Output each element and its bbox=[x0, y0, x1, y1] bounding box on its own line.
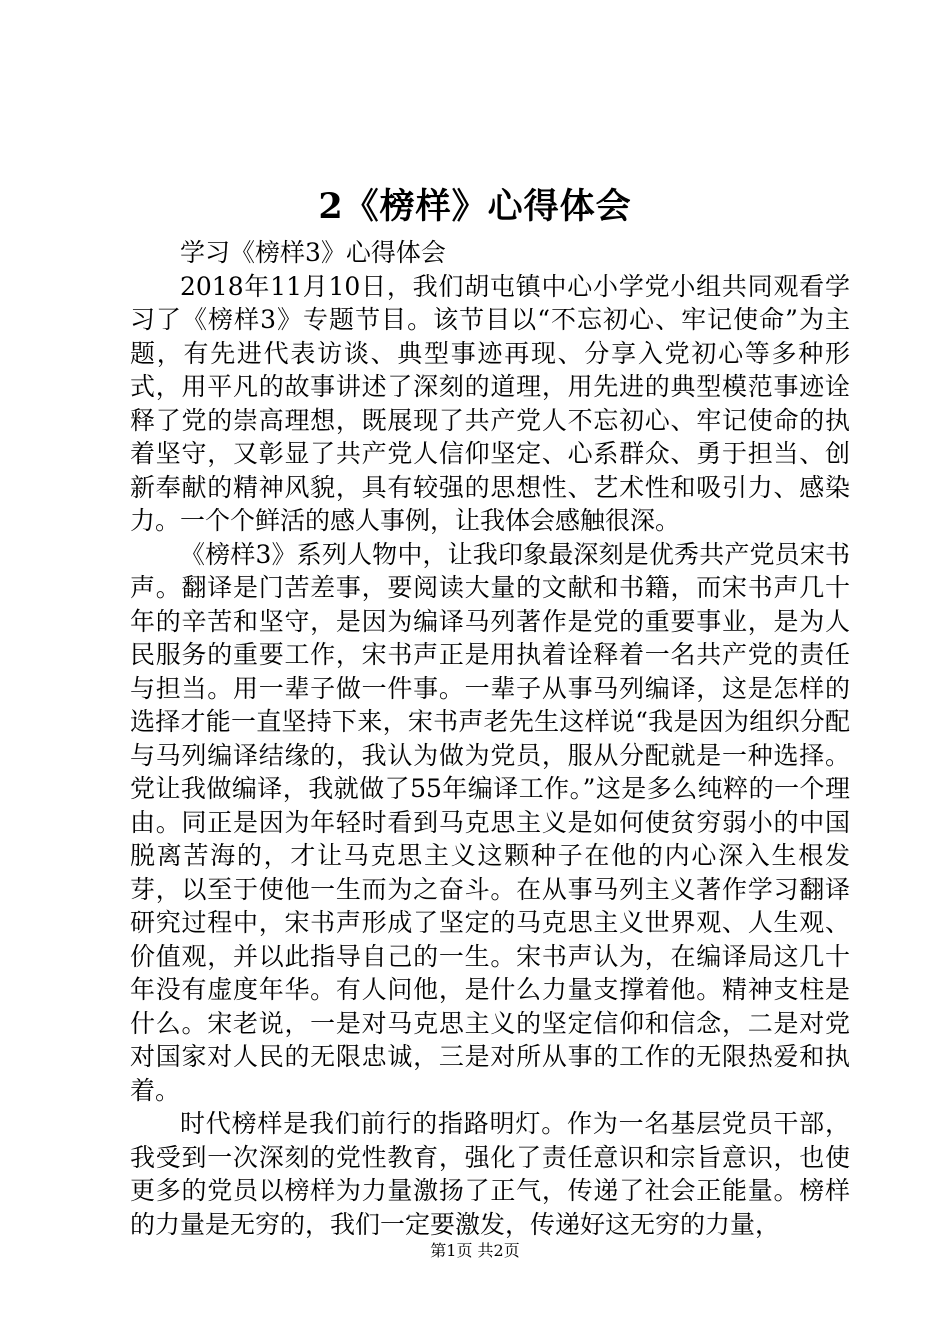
paragraph-3: 时代榜样是我们前行的指路明灯。作为一名基层党员干部，我受到一次深刻的党性教育，强化了责任意识和宗旨意识，也使更多的党员以榜样为力量激扬了正气，传递了社会正能量。榜样的力量是无穷的，我们一定要激发，传递好这无穷的力量， bbox=[130, 1109, 850, 1239]
page-footer: 第1页 共2页 bbox=[430, 1241, 520, 1260]
document-title: 2《榜样》心得体会 bbox=[318, 186, 632, 227]
paragraph-1: 2018年11月10日，我们胡屯镇中心小学党小组共同观看学习了《榜样3》专题节目。该节目以“不忘初心、牢记使命”为主题，有先进代表访谈、典型事迹再现、分享入党初心等多种形式，用平凡的故事讲述了深刻的道理，用先进的典型模范事迹诠释了党的崇高理想，既展现了共产党人不忘初心、牢记使命的执着坚守，又彰显了共产党人信仰坚定、心系群众、勇于担当、创新奉献的精神风貌，具有较强的思想性、艺术性和吸引力、感染力。一个个鲜活的感人事例，让我体会感触很深。 bbox=[130, 271, 850, 535]
document-subtitle: 学习《榜样3》心得体会 bbox=[180, 238, 446, 267]
paragraph-2: 《榜样3》系列人物中，让我印象最深刻是优秀共产党员宋书声。翻译是门苦差事，要阅读大量的文献和书籍，而宋书声几十年的辛苦和坚守，是因为编译马列著作是党的重要事业，是为人民服务的重要工作，宋书声正是用执着诠释着一名共产党的责任与担当。用一辈子做一件事。一辈子从事马列编译，这是怎样的选择才能一直坚持下来，宋书声老先生这样说“我是因为组织分配与马列编译结缘的，我认为做为党员，服从分配就是一种选择。党让我做编译，我就做了55年编译工作。”这是多么纯粹的一个理由。同正是因为年轻时看到马克思主义是如何使贫穷弱小的中国脱离苦海的，才让马克思主义这颗种子在他的内心深入生根发芽，以至于使他一生而为之奋斗。在从事马列主义著作学习翻译研究过程中，宋书声形成了坚定的马克思主义世界观、人生观、价值观，并以此指导自己的一生。宋书声认为，在编译局这几十年没有虚度年华。有人问他，是什么力量支撑着他。精神支柱是什么。宋老说，一是对马克思主义的坚定信仰和信念，二是对党对国家对人民的无限忠诚，三是对所从事的工作的无限热爱和执着。 bbox=[130, 539, 850, 1105]
document-body bbox=[130, 236, 850, 1241]
